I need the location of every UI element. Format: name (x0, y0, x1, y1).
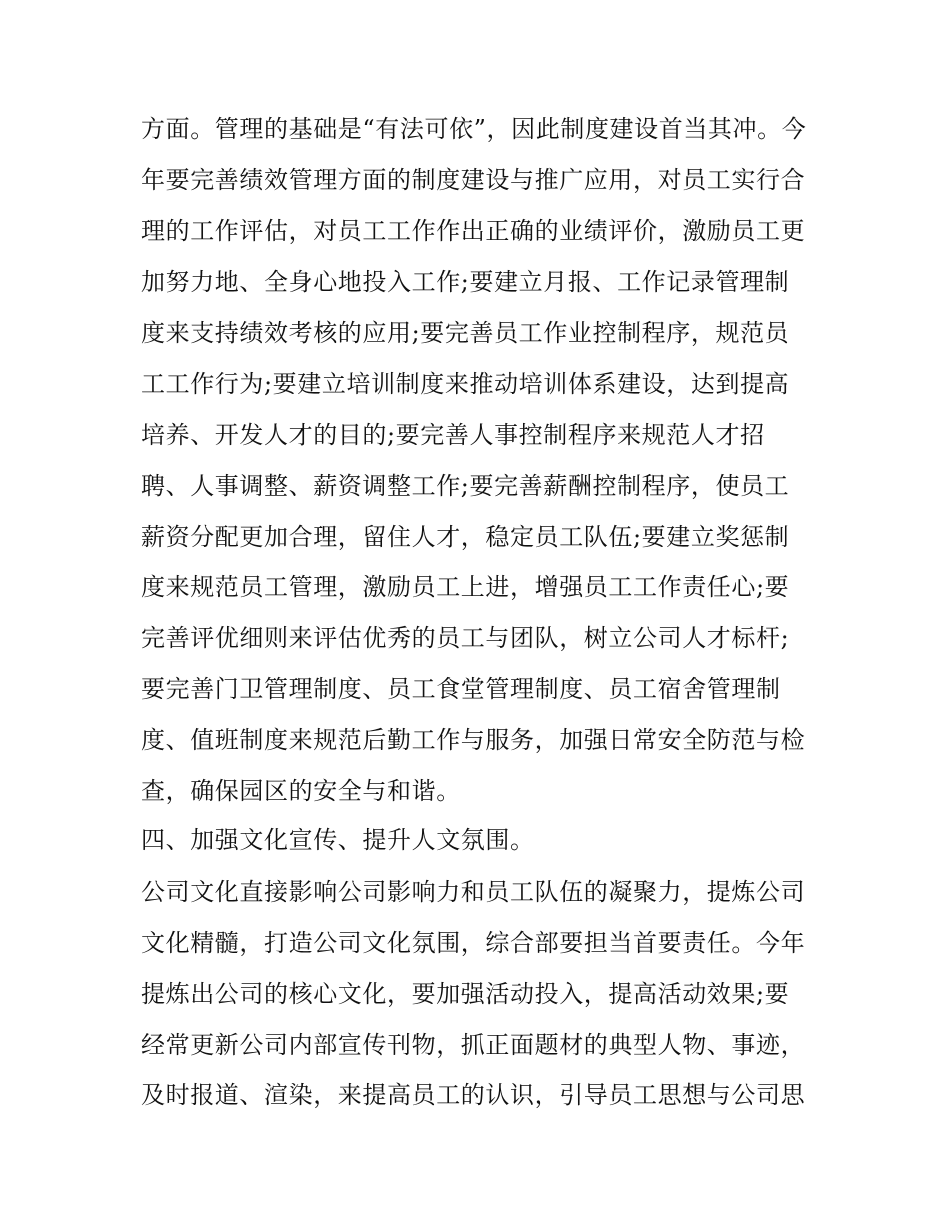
text-line: 培养、开发人才的目的;要完善人事控制程序来规范人才招 (141, 421, 765, 449)
text-line: 查，确保园区的安全与和谐。 (141, 777, 461, 805)
text-line: 薪资分配更加合理，留住人才，稳定员工队伍;要建立奖惩制 (141, 523, 790, 551)
text-line: 理的工作评估，对员工工作作出正确的业绩评价，激励员工更 (141, 217, 806, 245)
text-line: 公司文化直接影响公司影响力和员工队伍的凝聚力，提炼公司 (141, 878, 806, 906)
text-line: 度来规范员工管理，激励员工上进，增强员工工作责任心;要 (141, 573, 790, 601)
text-line: 文化精髓，打造公司文化氛围，综合部要担当首要责任。今年 (141, 929, 806, 957)
section-heading: 四、加强文化宣传、提升人文氛围。 (141, 826, 535, 854)
text-line: 方面。管理的基础是“有法可依”，因此制度建设首当其冲。今 (141, 115, 807, 143)
text-line: 聘、人事调整、薪资调整工作;要完善薪酬控制程序，使员工 (141, 472, 790, 500)
text-line: 经常更新公司内部宣传刊物，抓正面题材的典型人物、事迹， (141, 1031, 806, 1059)
text-line: 工工作行为;要建立培训制度来推动培训体系建设，达到提高 (141, 370, 790, 398)
text-line: 年要完善绩效管理方面的制度建设与推广应用，对员工实行合 (141, 166, 806, 194)
text-line: 度来支持绩效考核的应用;要完善员工作业控制程序，规范员 (141, 319, 790, 347)
text-line: 加努力地、全身心地投入工作;要建立月报、工作记录管理制 (141, 268, 790, 296)
text-line: 完善评优细则来评估优秀的员工与团队，树立公司人才标杆; (141, 624, 790, 652)
text-line: 要完善门卫管理制度、员工食堂管理制度、员工宿舍管理制 (141, 675, 781, 703)
text-line: 度、值班制度来规范后勤工作与服务，加强日常安全防范与检 (141, 726, 806, 754)
text-line: 提炼出公司的核心文化，要加强活动投入，提高活动效果;要 (141, 980, 790, 1008)
text-line: 及时报道、渲染，来提高员工的认识，引导员工思想与公司思 (141, 1081, 806, 1109)
